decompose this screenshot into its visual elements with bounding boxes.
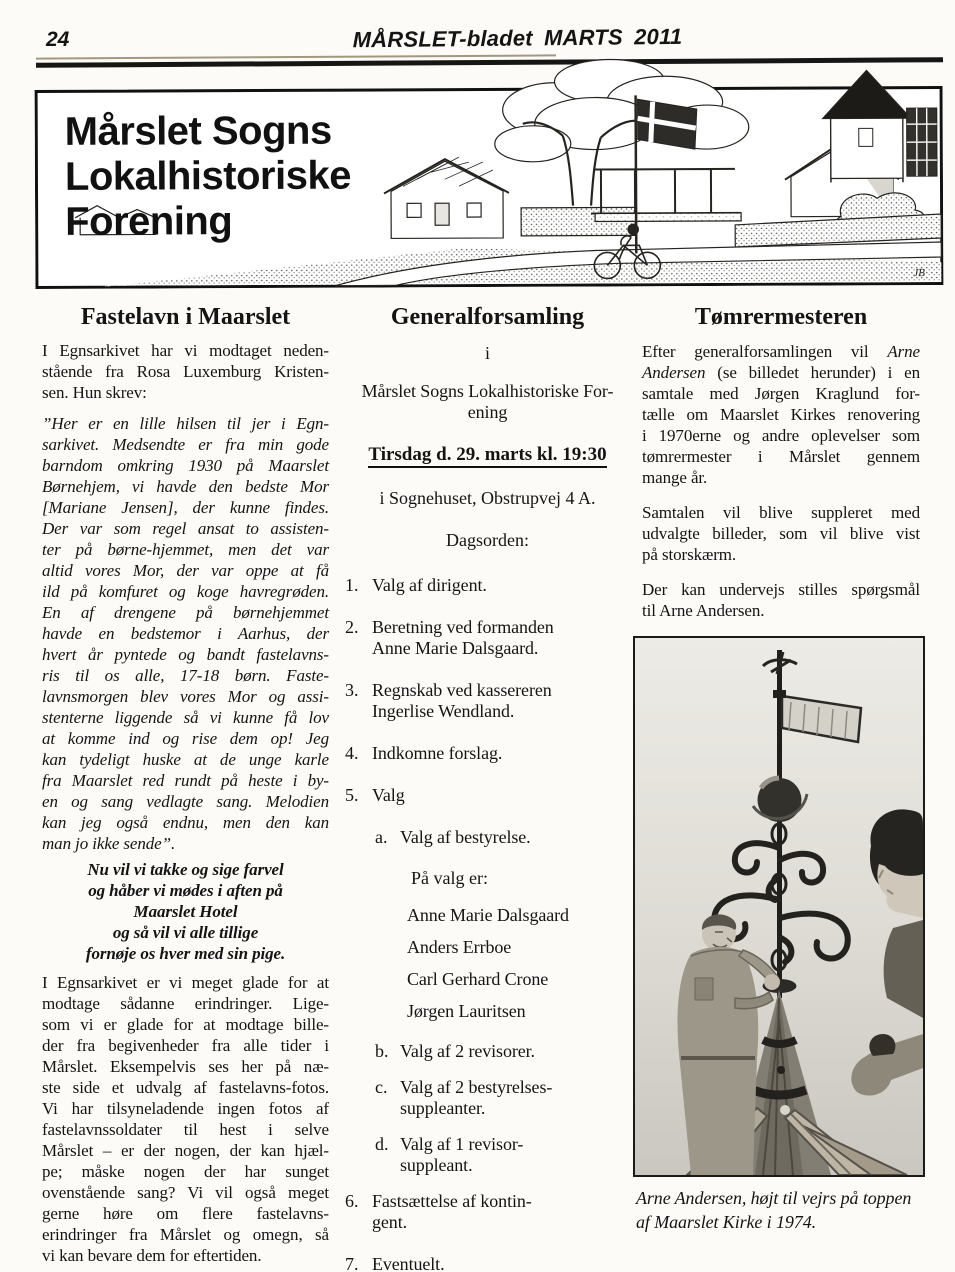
agenda-item-5c bbox=[375, 1077, 630, 1119]
article-fastelavn bbox=[42, 303, 329, 1266]
church-spire-photo bbox=[633, 636, 925, 1177]
fastelavn-intro: I Egnsarkivet har vi modtaget neden- stående fra Rosa Luxemburg Kristen- sen. Hun skrev: bbox=[42, 341, 329, 402]
meeting-venue: i Sognehuset, Obstrupvej 4 A. bbox=[379, 488, 596, 508]
agenda-item-5d-text: Valg af 1 revisor- suppleant. bbox=[400, 1134, 524, 1175]
article-tomrermesteren bbox=[636, 303, 920, 1234]
agenda-item-5c-letter: c. bbox=[375, 1077, 388, 1097]
photo-caption: Arne Andersen, højt til vejrs på toppen af Maarslet Kirke i 1974. bbox=[636, 1188, 912, 1232]
article-fastelavn-heading: Fastelavn i Maarslet bbox=[80, 304, 291, 330]
agenda-item-3-text: Regnskab ved kassereren Ingerlise Wendland. bbox=[372, 680, 552, 721]
generalforsamling-org: Mårslet Sogns Lokalhistoriske For- ening bbox=[361, 381, 614, 422]
agenda-item-3-number: 3. bbox=[345, 680, 359, 700]
agenda-item-7-number: 7. bbox=[345, 1254, 359, 1272]
agenda-item-5d bbox=[375, 1134, 630, 1176]
society-banner bbox=[35, 86, 944, 289]
agenda-item-1-text: Valg af dirigent. bbox=[372, 575, 487, 595]
page-number: 24 bbox=[46, 28, 70, 51]
agenda-item-7 bbox=[345, 1254, 630, 1272]
agenda-list bbox=[345, 575, 630, 1272]
generalforsamling-heading: Generalforsamling bbox=[390, 304, 585, 330]
agenda-item-5c-text: Valg af 2 bestyrelses- suppleanter. bbox=[400, 1077, 553, 1118]
agenda-item-6-text: Fastsættelse af kontin- gent. bbox=[372, 1191, 532, 1232]
agenda-item-2-number: 2. bbox=[345, 617, 359, 637]
church-spire-photo-art bbox=[635, 638, 923, 1175]
agenda-item-6 bbox=[345, 1191, 630, 1233]
society-title-line2: Lokalhistoriske bbox=[64, 153, 351, 199]
agenda-item-4-number: 4. bbox=[345, 743, 359, 763]
agenda-item-2 bbox=[345, 617, 630, 659]
agenda-item-5b-text: Valg af 2 revisorer. bbox=[400, 1041, 535, 1061]
svg-text:JB: JB bbox=[913, 267, 926, 280]
tomrermesteren-heading: Tømrermesteren bbox=[694, 304, 868, 330]
agenda-item-7-text: Eventuelt. bbox=[372, 1254, 445, 1272]
agenda-item-6-number: 6. bbox=[345, 1191, 359, 1211]
agenda-item-5b bbox=[375, 1041, 630, 1062]
meeting-date: Tirsdag d. 29. marts kl. 19:30 bbox=[345, 444, 630, 468]
article-generalforsamling bbox=[345, 303, 630, 1272]
agenda-item-1-number: 1. bbox=[345, 575, 359, 595]
society-title-line1: Mårslet Sogns bbox=[64, 108, 332, 154]
agenda-item-1 bbox=[345, 575, 630, 596]
agenda-item-5d-letter: d. bbox=[375, 1134, 389, 1154]
tomrermesteren-para2: Samtalen vil blive suppleret med udvalgte billeder, som vil blive vist på storskærm. bbox=[642, 503, 920, 564]
society-title bbox=[65, 109, 352, 245]
agenda-item-5-text: Valg bbox=[372, 785, 405, 805]
pa-valg-label: På valg er: bbox=[411, 868, 488, 888]
tomrermesteren-para3: Der kan undervejs stilles spørgsmål til Arne Andersen. bbox=[642, 580, 920, 620]
agenda-item-5a-text: Valg af bestyrelse. bbox=[400, 827, 531, 847]
tomrermesteren-para1: Efter generalforsamlingen vil Arne Andersen (se billedet herunder) i en samtale med Jørgen Kraglund for- tælle om Maarslet Kirkes renovering i 1970erne og andre oplevelser som tømrermester i Mårslet gennem mange år. bbox=[642, 342, 920, 487]
agenda-item-5b-letter: b. bbox=[375, 1041, 389, 1061]
agenda-item-3 bbox=[345, 680, 630, 722]
agenda-item-5-number: 5. bbox=[345, 785, 359, 805]
agenda-label: Dagsorden: bbox=[446, 530, 529, 550]
fastelavn-verse: Nu vil vi takke og sige farvel og håber vi mødes i aften på Maarslet Hotel og så vil vi alle tillige fornøje os hver med sin pige. bbox=[85, 860, 286, 963]
society-title-line3: Forening bbox=[65, 199, 233, 244]
agenda-item-5 bbox=[345, 785, 630, 806]
generalforsamling-i: i bbox=[484, 343, 490, 363]
agenda-item-4-text: Indkomne forslag. bbox=[372, 743, 503, 763]
fastelavn-quote: ”Her er en lille hilsen til jer i Egn- sarkivet. Medsendte er fra min gode barndom omkring 1930 på Maarslet Børnehjem, vi havde den bedste Mor [Mariane Jensen], der kunne findes. Der var som regel ansat to assisten- ter på børne-hjemmet, men det var altid vores Mor, der var oppe at få ild på komfuret og koge havregrøden. En af drengene på børnehjemmet havde en bedstemor i Aarhus, der hvert år pyntede og bandt fastelavns- ris til os alle, 17-18 børn. Faste- lavnsmorgen blev vores Mor og assi- stenterne liggende så vi kunne få lov at komme ind og rise dem op! Jeg kan tydeligt huske at de unge karle fra Maarslet red rundt på heste i by- en og sang vedlagte sang. Melodien kan jeg også endnu, men den kan man jo ikke sende”. bbox=[42, 414, 329, 853]
agenda-item-2-text: Beretning ved formanden Anne Marie Dalsgaard. bbox=[372, 617, 554, 658]
fastelavn-outro: I Egnsarkivet er vi meget glade for at modtage sådanne erindringer. Lige- som vi er glade for at modtage bille- der fra begivenheder fra alle tider i Mårslet. Eksempelvis ses her på næ- ste side et udvalg af fastelavns-fotos. Vi har tilsyneladende ingen fotos af fastelavnssoldater til hest i selve Mårslet – er der nogen, der kan hjæl- pe; måske nogen der har sunget ovenstående sang? Vi vil også meget gerne høre om flere fastelavns- erindringer fra Mårslet og omegn, så vi kan bevare dem for eftertiden. bbox=[42, 973, 329, 1265]
agenda-item-4 bbox=[345, 743, 630, 764]
agenda-item-5a-letter: a. bbox=[375, 827, 388, 847]
masthead-title: MÅRSLET-bladet MARTS 2011 bbox=[352, 23, 683, 53]
agenda-item-5a bbox=[375, 827, 630, 848]
candidate-list: Anne Marie Dalsgaard Anders Errboe Carl Gerhard Crone Jørgen Lauritsen bbox=[407, 905, 569, 1021]
